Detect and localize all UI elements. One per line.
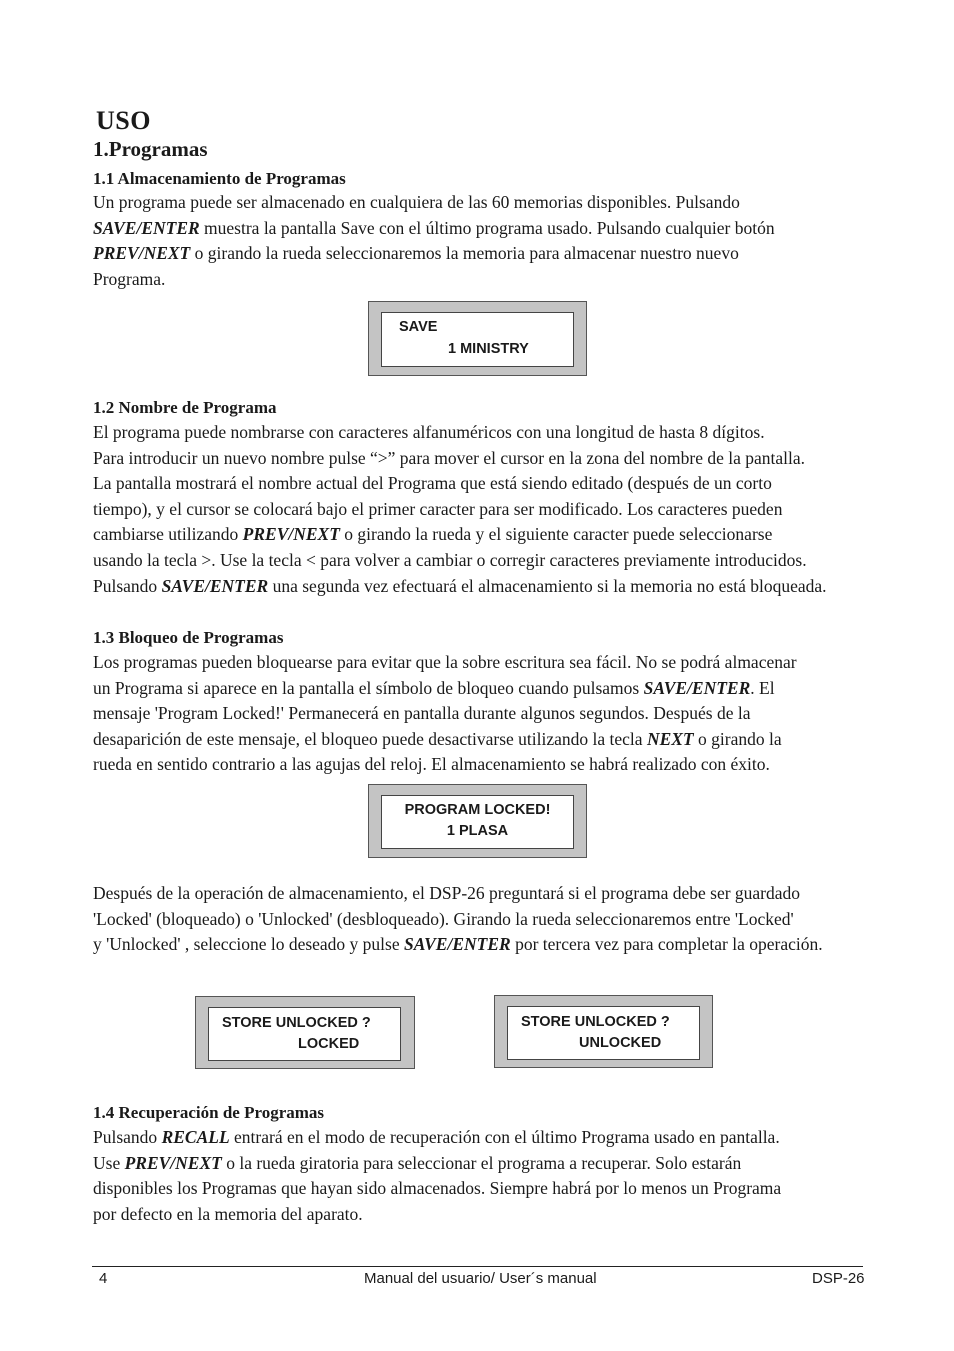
text-run: por tercera vez para completar la operación. bbox=[510, 934, 823, 955]
text-line bbox=[93, 1202, 781, 1228]
text-line bbox=[93, 881, 823, 907]
text-run: o girando la rueda seleccionaremos la memoria para almacenar nuestro nuevo bbox=[190, 243, 739, 264]
text-line bbox=[93, 932, 823, 958]
text-run: 'Locked' (bloqueado) o 'Unlocked' (desbloqueado). Girando la rueda seleccionaremos entre 'Locked' bbox=[93, 908, 794, 929]
key-name: SAVE/ENTER bbox=[643, 677, 751, 698]
text-line bbox=[93, 752, 797, 778]
text-run: o la rueda giratoria para seleccionar el programa a recuperar. Solo estarán bbox=[221, 1152, 742, 1173]
text-line bbox=[93, 701, 797, 727]
text-line bbox=[93, 1151, 781, 1177]
text-run: cambiarse utilizando bbox=[93, 524, 243, 545]
text-line bbox=[93, 471, 827, 497]
lcd-display-store-unlocked bbox=[494, 995, 713, 1068]
text-line bbox=[93, 446, 827, 472]
lcd-screen bbox=[381, 312, 574, 367]
text-run: Para introducir un nuevo nombre pulse “>” para mover el cursor en la zona del nombre de la pantalla. bbox=[93, 447, 806, 468]
key-name: SAVE/ENTER bbox=[93, 217, 200, 238]
lcd-line-2: 1 MINISTRY bbox=[448, 341, 529, 357]
subsection-title-1-4: 1.4 Recuperación de Programas bbox=[93, 1103, 325, 1122]
lcd-line-2: 1 PLASA bbox=[446, 823, 509, 839]
text-run: un Programa si aparece en la pantalla el símbolo de bloqueo cuando pulsamos bbox=[93, 677, 644, 698]
key-name: PREV/NEXT bbox=[124, 1152, 222, 1173]
text-line bbox=[93, 574, 827, 600]
section-title: 1.Programas bbox=[93, 137, 208, 161]
paragraph-1-4 bbox=[93, 1125, 781, 1227]
footer-model: DSP-26 bbox=[812, 1270, 865, 1287]
text-run: disponibles los Programas que hayan sido almacenados. Siempre habrá por lo menos un Programa bbox=[93, 1178, 782, 1199]
key-name: SAVE/ENTER bbox=[161, 575, 269, 596]
text-run: El programa puede nombrarse con caracteres alfanuméricos con una longitud de hasta 8 dígitos. bbox=[93, 422, 765, 442]
text-run: desaparición de este mensaje, el bloqueo puede desactivarse utilizando la tecla bbox=[93, 728, 647, 749]
text-run: Use bbox=[93, 1152, 125, 1173]
key-name: NEXT bbox=[646, 728, 694, 749]
lcd-display-save bbox=[368, 301, 587, 376]
text-run: Pulsando bbox=[93, 1127, 162, 1147]
text-run: por defecto en la memoria del aparato. bbox=[93, 1203, 363, 1224]
text-line bbox=[93, 497, 827, 523]
text-run: Después de la operación de almacenamiento, el DSP-26 preguntará si el programa debe ser guardado bbox=[93, 883, 801, 903]
text-line bbox=[93, 216, 775, 242]
lcd-line-1: PROGRAM LOCKED! bbox=[404, 802, 551, 818]
text-line bbox=[93, 548, 827, 574]
subsection-title-1-2: 1.2 Nombre de Programa bbox=[93, 398, 277, 417]
text-run: Pulsando bbox=[93, 575, 162, 596]
text-line bbox=[93, 1125, 781, 1151]
page-number: 4 bbox=[99, 1270, 108, 1287]
text-run: entrará en el modo de recuperación con el último Programa usado en pantalla. bbox=[229, 1127, 780, 1147]
text-line bbox=[93, 241, 775, 267]
footer-manual-title: Manual del usuario/ User´s manual bbox=[364, 1270, 597, 1287]
text-run: o girando la bbox=[693, 728, 782, 749]
key-name: PREV/NEXT bbox=[242, 524, 340, 545]
footer-divider bbox=[92, 1266, 863, 1267]
lcd-line-1: SAVE bbox=[399, 319, 438, 335]
text-run: Programa. bbox=[93, 268, 166, 289]
text-line bbox=[93, 190, 775, 216]
subsection-title-1-1: 1.1 Almacenamiento de Programas bbox=[93, 169, 346, 188]
key-name: PREV/NEXT bbox=[93, 243, 191, 264]
text-run: mensaje 'Program Locked!' Permanecerá en pantalla durante algunos segundos. Después de la bbox=[93, 703, 751, 724]
text-run: o girando la rueda y el siguiente caracter puede seleccionarse bbox=[339, 524, 773, 545]
lcd-display-store-locked bbox=[195, 996, 415, 1069]
subsection-title-1-3: 1.3 Bloqueo de Programas bbox=[93, 628, 284, 647]
key-name: RECALL bbox=[161, 1127, 230, 1147]
text-run: una segunda vez efectuará el almacenamiento si la memoria no está bloqueada. bbox=[268, 575, 827, 596]
text-line bbox=[93, 420, 827, 446]
text-run: . El bbox=[750, 677, 775, 698]
text-run: Los programas pueden bloquearse para evitar que la sobre escritura sea fácil. No se podrá almacenar bbox=[93, 652, 797, 672]
paragraph-1-2 bbox=[93, 420, 827, 599]
text-line bbox=[93, 650, 797, 676]
text-line bbox=[93, 1176, 781, 1202]
page-heading: USO bbox=[96, 106, 151, 135]
key-name: SAVE/ENTER bbox=[404, 934, 511, 955]
paragraph-1-3 bbox=[93, 650, 797, 778]
text-run: y 'Unlocked' , seleccione lo deseado y pulse bbox=[93, 934, 405, 955]
text-run: usando la tecla >. Use la tecla < para volver a cambiar o corregir caracteres previamente introducidos. bbox=[93, 549, 807, 570]
text-line bbox=[93, 676, 797, 702]
lcd-screen bbox=[507, 1006, 700, 1060]
text-run: muestra la pantalla Save con el último programa usado. Pulsando cualquier botón bbox=[199, 217, 775, 238]
text-line bbox=[93, 267, 775, 293]
lcd-screen bbox=[381, 795, 574, 849]
lcd-line-2: UNLOCKED bbox=[579, 1035, 662, 1051]
lcd-screen bbox=[208, 1007, 401, 1061]
text-run: La pantalla mostrará el nombre actual del Programa que está siendo editado (después de un corto bbox=[93, 473, 772, 494]
text-run: rueda en sentido contrario a las agujas del reloj. El almacenamiento se habrá realizado con éxito. bbox=[93, 754, 770, 775]
lcd-line-2: LOCKED bbox=[298, 1036, 360, 1052]
paragraph-store-mode bbox=[93, 881, 823, 958]
text-line bbox=[93, 727, 797, 753]
lcd-line-1: STORE UNLOCKED ? bbox=[521, 1014, 670, 1030]
lcd-line-1: STORE UNLOCKED ? bbox=[222, 1015, 371, 1031]
text-line bbox=[93, 907, 823, 933]
text-line bbox=[93, 522, 827, 548]
text-run: tiempo), y el cursor se colocará bajo el primer caracter para ser modificado. Los caracteres pueden bbox=[93, 498, 783, 519]
text-run: Un programa puede ser almacenado en cualquiera de las 60 memorias disponibles. Pulsando bbox=[93, 192, 740, 212]
lcd-display-program-locked bbox=[368, 784, 587, 858]
paragraph-1-1 bbox=[93, 190, 775, 292]
